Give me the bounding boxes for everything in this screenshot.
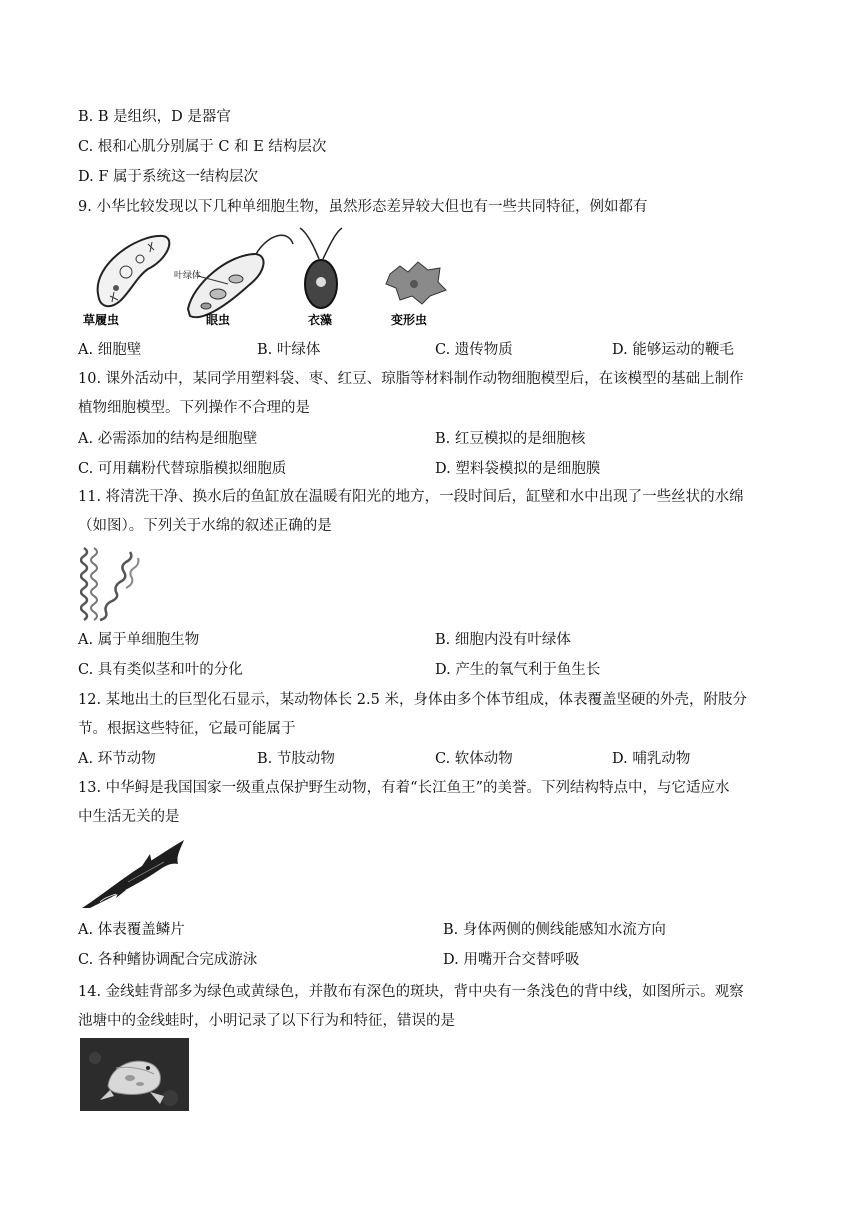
- q13-stem-line2: 中生活无关的是: [78, 809, 180, 825]
- q10-option-a: A. 必需添加的结构是细胞壁: [78, 431, 258, 447]
- chloroplast-callout: 叶绿体: [174, 271, 202, 281]
- q10-option-c: C. 可用藕粉代替琼脂模拟细胞质: [78, 461, 287, 477]
- label-chlamydomonas: 衣藻: [308, 313, 333, 327]
- q14-frog-photo: [80, 1038, 189, 1111]
- q9-option-c: C. 遗传物质: [435, 342, 513, 358]
- q13-option-d: D. 用嘴开合交替呼吸: [443, 952, 580, 968]
- q8-option-b: B. B 是组织，D 是器官: [78, 109, 231, 125]
- q11-option-b: B. 细胞内没有叶绿体: [435, 632, 571, 648]
- q12-option-d: D. 哺乳动物: [612, 751, 691, 767]
- q9-figure-drawing: [78, 224, 458, 334]
- q11-option-d: D. 产生的氧气利于鱼生长: [435, 662, 601, 678]
- label-euglena: 眼虫: [206, 313, 231, 327]
- q13-stem-line1: 13. 中华鲟是我国国家一级重点保护野生动物，有着“长江鱼王”的美誉。下列结构特点中，与它适应水: [78, 780, 730, 796]
- q10-stem-line2: 植物细胞模型。下列操作不合理的是: [78, 400, 310, 416]
- q12-stem-line2: 节。根据这些特征，它最可能属于: [78, 721, 296, 737]
- q10-option-b: B. 红豆模拟的是细胞核: [435, 431, 586, 447]
- chlamydomonas-image: [300, 228, 342, 308]
- q8-option-c: C. 根和心肌分别属于 C 和 E 结构层次: [78, 139, 327, 155]
- q13-option-a: A. 体表覆盖鳞片: [78, 922, 185, 938]
- q11-spirogyra-figure: [80, 546, 140, 622]
- q8-option-d: D. F 属于系统这一结构层次: [78, 169, 258, 185]
- label-amoeba: 变形虫: [391, 313, 428, 327]
- label-paramecium: 草履虫: [83, 313, 120, 327]
- euglena-image: [188, 235, 293, 317]
- q12-option-b: B. 节肢动物: [257, 751, 335, 767]
- q11-option-a: A. 属于单细胞生物: [78, 632, 200, 648]
- q13-sturgeon-figure: [80, 836, 188, 911]
- sturgeon-image: [80, 836, 188, 911]
- gold-stripe-frog-image: [80, 1038, 189, 1111]
- q14-stem-line2: 池塘中的金线蛙时，小明记录了以下行为和特征，错误的是: [78, 1013, 455, 1029]
- q10-stem-line1: 10. 课外活动中，某同学用塑料袋、枣、红豆、琼脂等材料制作动物细胞模型后，在该模型的基础上制作: [78, 371, 744, 387]
- q9-option-d: D. 能够运动的鞭毛: [612, 342, 734, 358]
- q13-option-b: B. 身体两侧的侧线能感知水流方向: [443, 922, 666, 938]
- q11-stem-line2: （如图）。下列关于水绵的叙述正确的是: [78, 518, 332, 534]
- q13-option-c: C. 各种鳍协调配合完成游泳: [78, 952, 258, 968]
- q11-option-c: C. 具有类似茎和叶的分化: [78, 662, 243, 678]
- q9-single-cell-organisms-figure: [78, 224, 458, 334]
- q9-option-a: A. 细胞壁: [78, 342, 142, 358]
- q9-option-b: B. 叶绿体: [257, 342, 321, 358]
- q9-stem: 9. 小华比较发现以下几种单细胞生物，虽然形态差异较大但也有一些共同特征，例如都有: [78, 199, 648, 215]
- q11-stem-line1: 11. 将清洗干净、换水后的鱼缸放在温暖有阳光的地方，一段时间后，缸壁和水中出现了一些丝状的水绵: [78, 489, 744, 505]
- q10-option-d: D. 塑料袋模拟的是细胞膜: [435, 461, 601, 477]
- q12-stem-line1: 12. 某地出土的巨型化石显示，某动物体长 2.5 米，身体由多个体节组成，体表覆盖坚硬的外壳，附肢分: [78, 692, 747, 708]
- q12-option-c: C. 软体动物: [435, 751, 513, 767]
- spirogyra-image: [80, 546, 140, 622]
- q12-option-a: A. 环节动物: [78, 751, 156, 767]
- q14-stem-line1: 14. 金线蛙背部多为绿色或黄绿色，并散布有深色的斑块，背中央有一条浅色的背中线，如图所示。观察: [78, 984, 744, 1000]
- amoeba-image: [386, 262, 446, 304]
- paramecium-image: [98, 236, 170, 306]
